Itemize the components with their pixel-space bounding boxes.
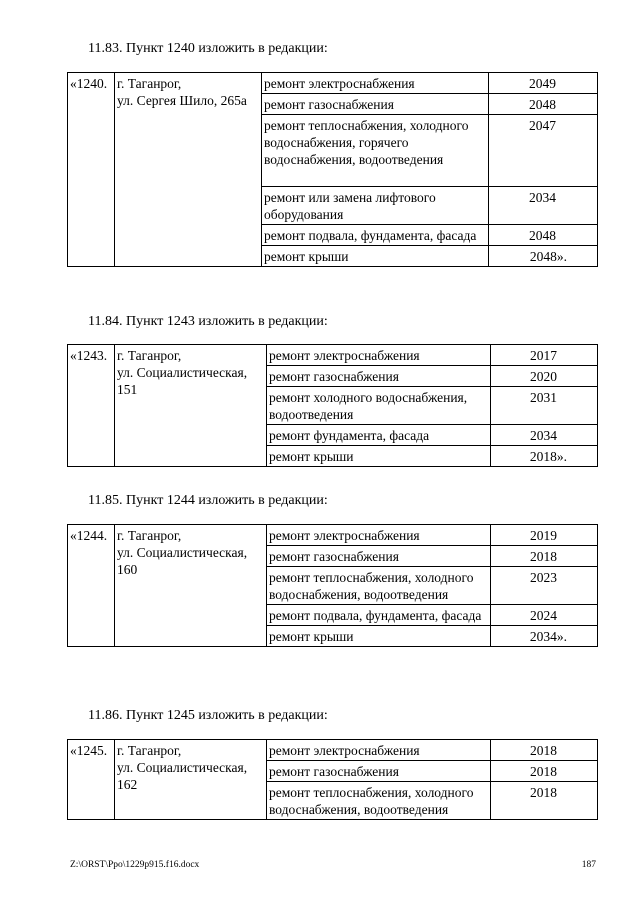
year-cell: 2019 xyxy=(491,525,598,546)
footer-file-path: Z:\ORST\Ppo\1229p915.f16.docx xyxy=(70,860,200,870)
address-cell xyxy=(115,345,267,467)
schedule-table xyxy=(67,72,598,267)
year-cell: 2018 xyxy=(491,761,598,782)
schedule-table xyxy=(67,524,598,647)
table-row xyxy=(68,525,598,546)
item-number: «1245. xyxy=(68,740,115,820)
work-cell: ремонт подвала, фундамента, фасада xyxy=(267,605,491,626)
year-cell: 2034 xyxy=(491,425,598,446)
work-cell: ремонт газоснабжения xyxy=(262,94,489,115)
year-cell: 2018 xyxy=(491,740,598,761)
year-cell: 2020 xyxy=(491,366,598,387)
work-cell: ремонт электроснабжения xyxy=(267,345,491,366)
item-number: «1240. xyxy=(68,73,115,267)
address-cell xyxy=(115,73,262,267)
address-street: ул. Социалистическая, 160 xyxy=(117,545,248,577)
work-cell: ремонт электроснабжения xyxy=(262,73,489,94)
footer-page-number: 187 xyxy=(581,860,596,870)
year-cell: 2018». xyxy=(491,446,598,467)
address-cell xyxy=(115,740,267,820)
year-cell: 2049 xyxy=(489,73,598,94)
work-cell: ремонт фундамента, фасада xyxy=(267,425,491,446)
work-cell: ремонт теплоснабжения, холодного водоснабжения, горячего водоснабжения, водоотведения xyxy=(262,115,489,187)
work-cell: ремонт газоснабжения xyxy=(267,761,491,782)
year-cell: 2018 xyxy=(491,546,598,567)
work-cell: ремонт газоснабжения xyxy=(267,546,491,567)
section-heading: 11.86. Пункт 1245 изложить в редакции: xyxy=(88,708,328,723)
work-cell: ремонт подвала, фундамента, фасада xyxy=(262,225,489,246)
work-cell: ремонт электроснабжения xyxy=(267,740,491,761)
work-cell: ремонт крыши xyxy=(267,626,491,647)
item-number: «1243. xyxy=(68,345,115,467)
table-row xyxy=(68,73,598,94)
year-cell: 2048 xyxy=(489,225,598,246)
table-row xyxy=(68,345,598,366)
address-street: ул. Социалистическая, 162 xyxy=(117,760,248,792)
schedule-table xyxy=(67,344,598,467)
section-heading: 11.83. Пункт 1240 изложить в редакции: xyxy=(88,41,328,56)
work-cell: ремонт крыши xyxy=(267,446,491,467)
year-cell: 2034 xyxy=(489,187,598,225)
address-city: г. Таганрог, xyxy=(117,348,182,363)
year-cell: 2048». xyxy=(489,246,598,267)
year-cell: 2034». xyxy=(491,626,598,647)
work-cell: ремонт или замена лифтового оборудования xyxy=(262,187,489,225)
table-row xyxy=(68,740,598,761)
work-cell: ремонт холодного водоснабжения, водоотведения xyxy=(267,387,491,425)
section-heading: 11.84. Пункт 1243 изложить в редакции: xyxy=(88,314,328,329)
year-cell: 2047 xyxy=(489,115,598,187)
year-cell: 2048 xyxy=(489,94,598,115)
page-footer xyxy=(70,856,596,874)
section-heading: 11.85. Пункт 1244 изложить в редакции: xyxy=(88,493,328,508)
work-cell: ремонт теплоснабжения, холодного водоснабжения, водоотведения xyxy=(267,567,491,605)
work-cell: ремонт крыши xyxy=(262,246,489,267)
work-cell: ремонт газоснабжения xyxy=(267,366,491,387)
address-street: ул. Социалистическая, 151 xyxy=(117,365,248,397)
address-street: ул. Сергея Шило, 265а xyxy=(117,93,247,108)
work-cell: ремонт теплоснабжения, холодного водоснабжения, водоотведения xyxy=(267,782,491,820)
year-cell: 2018 xyxy=(491,782,598,820)
year-cell: 2017 xyxy=(491,345,598,366)
year-cell: 2031 xyxy=(491,387,598,425)
work-cell: ремонт электроснабжения xyxy=(267,525,491,546)
address-city: г. Таганрог, xyxy=(117,743,182,758)
item-number: «1244. xyxy=(68,525,115,647)
year-cell: 2023 xyxy=(491,567,598,605)
address-city: г. Таганрог, xyxy=(117,528,182,543)
year-cell: 2024 xyxy=(491,605,598,626)
address-city: г. Таганрог, xyxy=(117,76,182,91)
schedule-table xyxy=(67,739,598,820)
address-cell xyxy=(115,525,267,647)
